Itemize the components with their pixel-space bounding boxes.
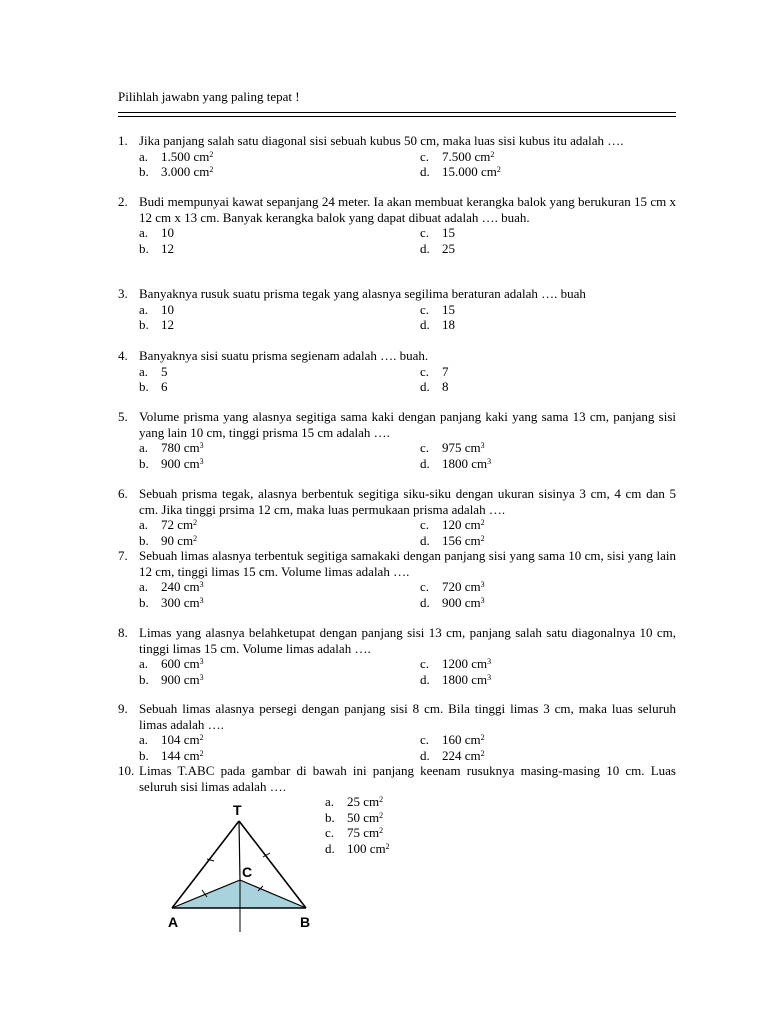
option-a: a. 780 $cm^3$ [139,440,204,455]
question-text: Limas yang alasnya belahketupat dengan panjang sisi 13 cm, panjang salah satu diagonalnya 10 cm, tinggi limas 15 cm. Volume limas adalah …. [139,625,676,656]
option-a: a. 5 [139,363,168,379]
question-text: Banyaknya sisi suatu prisma segienam adalah …. buah. [139,348,429,363]
question-9 [118,701,676,763]
question-text: Sebuah prisma tegak, alasnya berbentuk segitiga siku-siku dengan ukuran sisinya 3 cm, 4 cm dan 5 cm. Jika tinggi prsima 12 cm, maka luas permukaan prisma adalah …. [139,486,676,517]
question-text: Sebuah limas alasnya terbentuk segitiga samakaki dengan panjang sisi yang sama 10 cm, sisi yang lain 12 cm, tinggi limas 15 cm. Volume limas adalah …. [139,548,676,579]
question-7 [118,548,676,610]
option-c: c. 1200 $cm^3$ [420,656,492,671]
question-text: Limas T.ABC pada gambar di bawah ini panjang keenam rusuknya masing-masing 10 cm. Luas seluruh sisi limas adalah …. [139,763,676,794]
option-b: b. 144 $cm^2$ [139,747,204,763]
question-10 [118,763,676,794]
option-c: c. 120 $cm^2$ [420,517,485,532]
question-number: 8. [118,625,128,640]
option-c: c. 7 [420,363,449,379]
option-b: b. 90 $cm^2$ [139,532,198,548]
question-number: 1. [118,133,128,148]
option-a: a. 72 $cm^2$ [139,517,198,532]
question-number: 10. [118,763,135,778]
answer-options [118,579,676,610]
option-d: d. 8 [420,379,449,394]
option-d: d. 15.000 $cm^2$ [420,164,501,179]
pyramid-base-face [172,880,306,908]
label-c: C [242,864,253,880]
option-c: c. 975 $cm^3$ [420,440,485,455]
option-c: c. 720 $cm^3$ [420,579,485,594]
question-number: 5. [118,409,128,424]
answer-options [118,440,676,471]
question-number: 4. [118,348,128,363]
question-number: 6. [118,486,128,501]
question-text: Jika panjang salah satu diagonal sisi sebuah kubus 50 cm, maka luas sisi kubus itu adalah …. [139,133,624,148]
question-10-options [325,794,390,856]
label-a: A [168,914,179,930]
question-text: Banyaknya rusuk suatu prisma tegak yang alasnya segilima beraturan adalah …. buah [139,286,586,301]
option-a: a. 25 $cm^2$ [325,794,384,809]
answer-options [118,517,676,548]
question-number: 7. [118,548,128,563]
divider-line-top [118,112,676,113]
question-3 [118,286,676,333]
question-text: Budi mempunyai kawat sepanjang 24 meter. Ia akan membuat kerangka balok yang berukuran 15 cm x 12 cm x 13 cm. Banyak kerangka balok yang dapat dibuat adalah …. buah. [139,194,676,225]
option-d: d. 1800 $cm^3$ [420,455,492,471]
answer-options [118,302,676,333]
answer-options [118,149,676,180]
label-b: B [300,914,311,930]
option-c: c. 160 $cm^2$ [420,732,485,747]
question-number: 3. [118,286,128,301]
question-5 [118,409,676,471]
option-a: a. 10 [139,225,174,240]
edge-tc [239,821,240,880]
answer-options [118,656,676,687]
question-4 [118,348,676,395]
answer-options [118,364,676,395]
option-c: c. 15 [420,225,455,240]
option-a: a. 240 $cm^3$ [139,579,204,594]
option-b: b. 3.000 $cm^2$ [139,164,214,179]
option-b: b. 12 [139,240,174,256]
option-b: b. 12 [139,317,174,332]
option-d: d. 1800 $cm^3$ [420,671,492,687]
label-t: T [233,802,242,818]
question-6 [118,486,676,548]
question-number: 9. [118,701,128,716]
divider-line-bottom [118,116,676,117]
question-text: Volume prisma yang alasnya segitiga sama kaki dengan panjang kaki yang sama 13 cm, panjang sisi yang lain 10 cm, tinggi prisma 15 cm adalah …. [139,409,676,440]
option-a: a. 1.500 $cm^2$ [139,148,214,164]
option-c: c. 75 $cm^2$ [325,825,384,840]
option-d: d. 18 [420,317,455,332]
answer-options [118,225,676,256]
option-d: d. 100 $cm^2$ [325,840,390,856]
question-2 [118,194,676,256]
question-1 [118,133,676,180]
option-b: b. 300 $cm^3$ [139,594,204,610]
answer-options [118,732,676,763]
option-b: b. 900 $cm^3$ [139,455,204,471]
question-number: 2. [118,194,128,209]
option-d: d. 25 [420,240,455,256]
option-c: c. 7.500 $cm^2$ [420,148,495,164]
option-a: a. 600 $cm^3$ [139,656,204,671]
option-d: d. 224 $cm^2$ [420,747,485,763]
option-b: b. 50 $cm^2$ [325,809,384,825]
pyramid-tabc-figure [160,800,330,936]
question-text: Sebuah limas alasnya persegi dengan panjang sisi 8 cm. Bila tinggi limas 3 cm, maka luas seluruh limas adalah …. [139,701,676,732]
option-d: d. 900 $cm^3$ [420,594,485,610]
option-c: c. 15 [420,301,455,317]
option-d: d. 156 $cm^2$ [420,532,485,548]
option-a: a. 104 $cm^2$ [139,732,204,747]
question-8 [118,625,676,687]
option-b: b. 900 $cm^3$ [139,671,204,687]
option-b: b. 6 [139,379,168,394]
option-a: a. 10 [139,301,174,317]
instruction-text: Pilihlah jawabn yang paling tepat ! [118,89,300,104]
